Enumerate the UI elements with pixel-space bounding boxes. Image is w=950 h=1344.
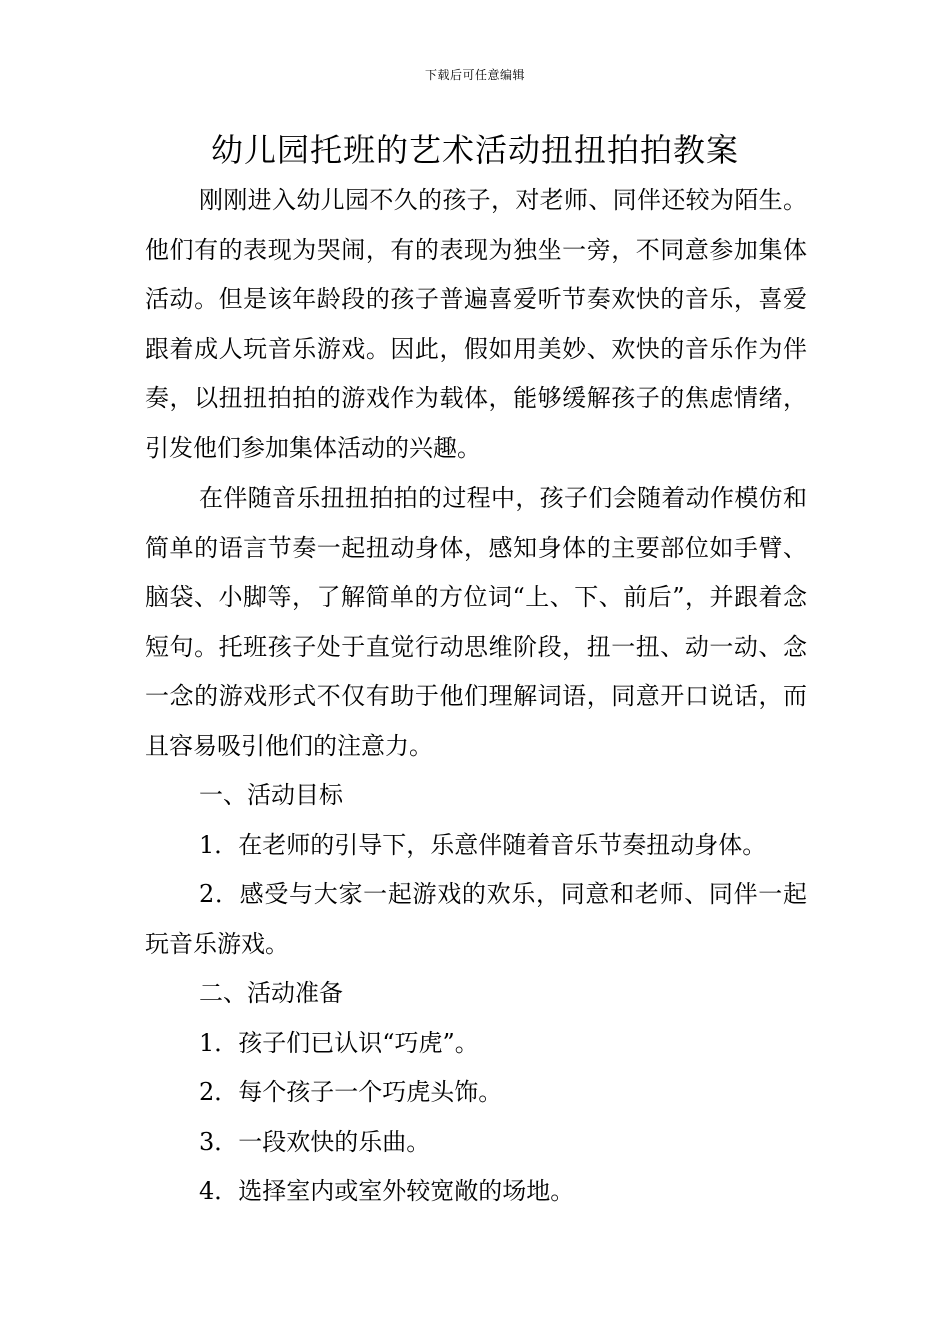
section-heading-goals: 一、活动目标 bbox=[199, 781, 343, 809]
section-heading-preparation: 二、活动准备 bbox=[199, 979, 343, 1007]
list-item: 2．感受与大家一起游戏的欢乐，同意和老师、同伴一起玩音乐游戏。 bbox=[145, 880, 807, 958]
list-item: 3．一段欢快的乐曲。 bbox=[199, 1127, 431, 1156]
list-item: 1．孩子们已认识“巧虎”。 bbox=[199, 1028, 479, 1057]
list-item: 4．选择室内或室外较宽敞的场地。 bbox=[199, 1177, 575, 1205]
intro-paragraph-2: 在伴随音乐扭扭拍拍的过程中，孩子们会随着动作模仿和简单的语言节奏一起扭动身体，感知身体的主要部位如手臂、脑袋、小脚等，了解简单的方位词“上、下、前后”，并跟着念短句。托班孩子处于直觉行动思维阶段，扭一扭、动一动、念一念的游戏形式不仅有助于他们理解词语，同意开口说话，而且容易吸引他们的注意力。 bbox=[145, 484, 807, 760]
header-note: 下载后可任意编辑 bbox=[424, 68, 525, 82]
intro-paragraph-1: 刚刚进入幼儿园不久的孩子，对老师、同伴还较为陌生。他们有的表现为哭闹，有的表现为独坐一旁，不同意参加集体活动。但是该年龄段的孩子普遍喜爱听节奏欢快的音乐，喜爱跟着成人玩音乐游戏。因此，假如用美妙、欢快的音乐作为伴奏，以扭扭拍拍的游戏作为载体，能够缓解孩子的焦虑情绪，引发他们参加集体活动的兴趣。 bbox=[145, 186, 807, 462]
document-body bbox=[145, 176, 807, 1217]
list-item: 2．每个孩子一个巧虎头饰。 bbox=[199, 1078, 503, 1106]
list-item: 1．在老师的引导下，乐意伴随着音乐节奏扭动身体。 bbox=[199, 830, 767, 859]
document-title: 幼儿园托班的艺术活动扭扭拍拍教案 bbox=[210, 131, 739, 169]
